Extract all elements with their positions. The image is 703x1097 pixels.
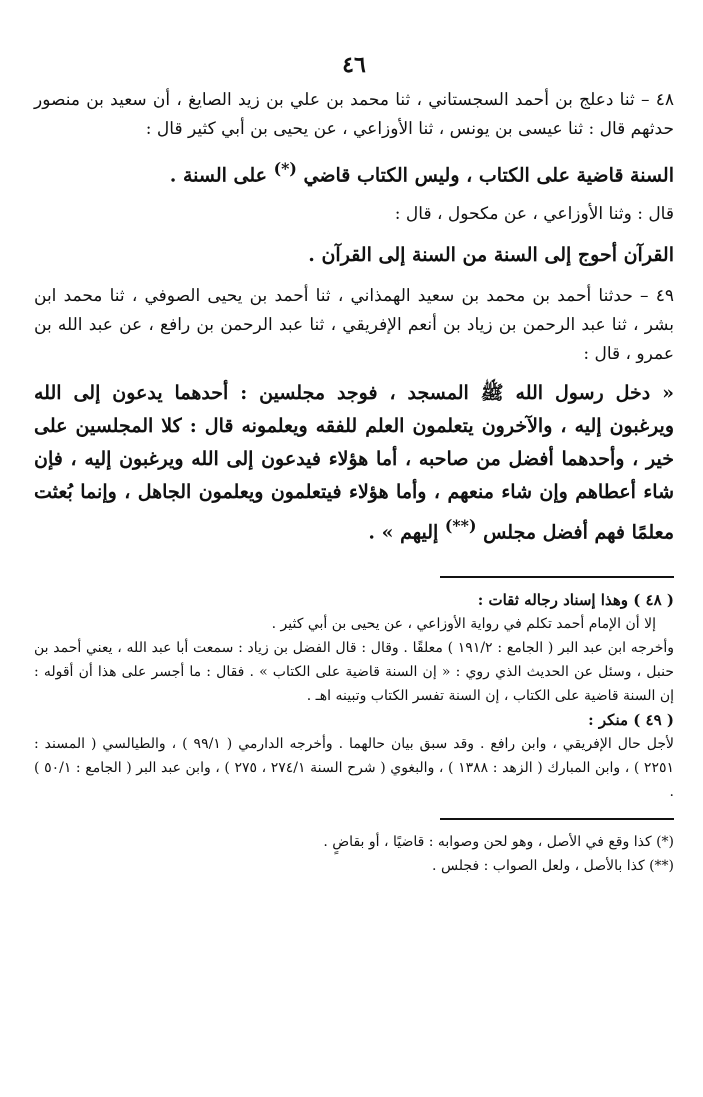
entry-48-quote-1-text: السنة قاضية على الكتاب ، وليس الكتاب قاضي [303, 164, 674, 187]
entry-49-sanad: ٤٩ – حدثنا أحمد بن محمد بن سعيد الهمذاني ، ثنا أحمد بن يحيى الصوفي ، ثنا محمد ابن بشر ، ثنا عبد الرحمن بن زياد بن أنعم الإفريقي ، ثنا عبد الرحمن بن رافع ، عن عبد الله بن عمرو ، قال : [34, 286, 674, 365]
page-content [34, 50, 674, 878]
footnote-1: (*) كذا وقع في الأصل ، وهو لحن وصوابه : قاضيًا ، أو بقاضٍ . [323, 833, 674, 850]
footnote-ref-2: (**) [444, 516, 477, 536]
entry-48-qala: قال : وثنا الأوزاعي ، عن مكحول ، قال : [394, 204, 674, 225]
commentary-notes [34, 588, 674, 804]
entry-48-quote-1 [34, 152, 674, 192]
entry-48 [34, 86, 674, 272]
page-number: ٤٦ [342, 52, 366, 78]
entry-49 [34, 282, 674, 549]
entry-49-hadith [34, 377, 674, 549]
notes-divider [440, 576, 674, 578]
note-48-heading: ( ٤٨ ) وهذا إسناد رجاله ثقات : [477, 590, 674, 609]
entry-48-quote-1-end: على السنة . [169, 164, 268, 187]
note-49-heading: ( ٤٩ ) منكر : [588, 710, 674, 729]
note-48-line-2: وأخرجه ابن عبد البر ( الجامع : ١٩١/٢ ) معلقًا . وقال : قال الفضل بن زياد : سمعت أبا عبد الله ، يعني أحمد بن حنبل ، وسئل عن الحديث الذي روي : « إن السنة قاضية على الكتاب » . فقال : ما أجسر على هذا أن أقوله : إن السنة قاضية على الكتاب ، إن السنة تفسر الكتاب وتبينه اهـ . [34, 639, 674, 704]
note-49-line-1: لأجل حال الإفريقي ، وابن رافع . وقد سبق بيان حالهما . وأخرجه الدارمي ( ٩٩/١ ) ، والطيالسي ( المسند : ٢٢٥١ ) ، وابن المبارك ( الزهد : ١٣٨٨ ) ، والبغوي ( شرح السنة ٢٧٤/١ ، ٢٧٥ ) ، وابن عبد البر ( الجامع : ٥٠/١ ) . [34, 735, 674, 800]
footnotes [34, 830, 674, 878]
entry-48-sanad: ٤٨ – ثنا دعلج بن أحمد السجستاني ، ثنا محمد بن علي بن زيد الصايغ ، أن سعيد بن منصور حدثهم قال : ثنا عيسى بن يونس ، ثنا الأوزاعي ، عن يحيى بن أبي كثير قال : [34, 90, 674, 139]
entry-48-quote-2: القرآن أحوج إلى السنة من السنة إلى القرآن . [308, 244, 674, 267]
footnote-ref-1: (*) [273, 159, 297, 178]
entry-49-hadith-end: إليهم » . [368, 521, 439, 544]
note-48-line-1: إلا أن الإمام أحمد تكلم في رواية الأوزاعي ، عن يحيى بن أبي كثير . [271, 615, 656, 632]
entry-49-hadith-text: « دخل رسول الله ﷺ المسجد ، فوجد مجلسين : أحدهما يدعون إلى الله ويرغبون إليه ، والآخرون يتعلمون العلم للفقه ويعلمونه قال : كلا المجلسين على خير ، وأحدهما أفضل من صاحبه ، أما هؤلاء فيدعون إلى الله ويرغبون إليه ، فإن شاء أعطاهم وإن شاء منعهم ، وأما هؤلاء فيتعلمون ويعلمون الجاهل ، وإنما بُعثت معلمًا فهم أفضل مجلس [34, 382, 674, 544]
footnotes-divider [440, 818, 674, 820]
footnote-2: (**) كذا بالأصل ، ولعل الصواب : فجلس . [432, 857, 674, 874]
